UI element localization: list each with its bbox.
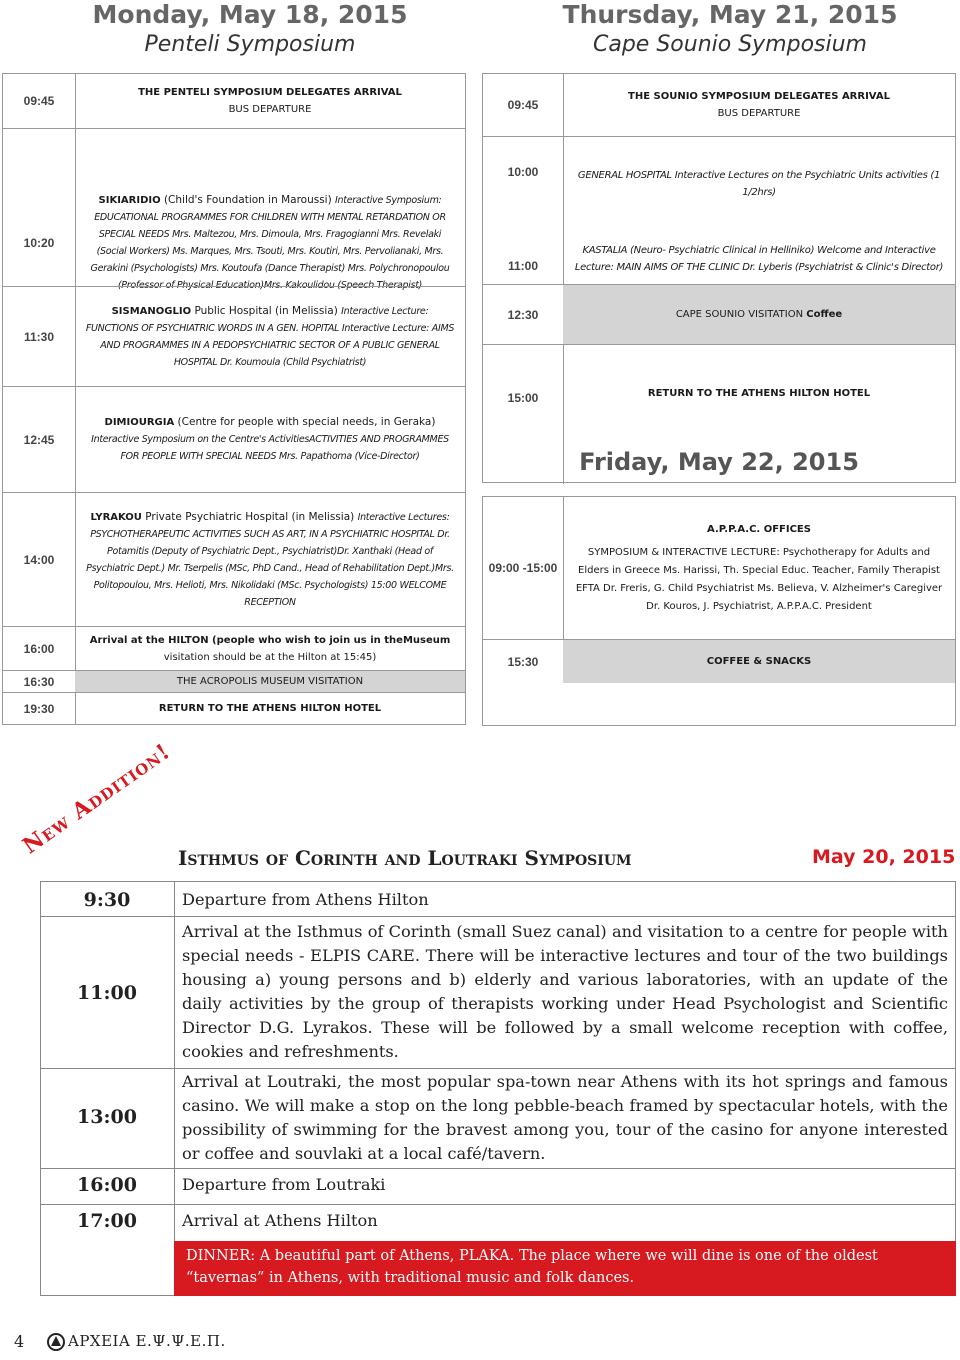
time-cell: 16:00 [77, 1174, 137, 1196]
time-cell: 12:30 [483, 285, 564, 344]
institution-name: SISMANOGLIO [111, 305, 192, 317]
time-cell: 09:45 [3, 74, 76, 128]
column-divider [174, 881, 175, 1241]
left-day-date: Monday, May 18, 2015 [92, 0, 408, 29]
table-row [483, 284, 955, 344]
row-divider [40, 1168, 956, 1169]
time-cell: 12:45 [3, 387, 76, 492]
journal-name: ΑΡΧΕΙΑ Ε.Ψ.Ψ.Ε.Π. [68, 1332, 226, 1350]
table-row [483, 74, 955, 136]
time-cell: 10:20 [3, 129, 76, 356]
journal-logo-icon [46, 1332, 66, 1352]
row-divider [40, 916, 956, 917]
time-cell: 11:00 [77, 982, 137, 1004]
institution-name: SIKIARIDIO [98, 194, 161, 206]
session-description: KASTALIA (Neuro- Psychiatric Clinical in Helliniko) Welcome and Interactive Lecture: MAIN AIMS OF THE CLINIC Dr. Lyberis (Psychiatrist & Clinic's Director) [574, 244, 944, 273]
time-cell: 09:45 [483, 74, 564, 136]
time-cell: 13:00 [77, 1106, 137, 1128]
time-cell: 9:30 [83, 889, 131, 911]
institution-detail: (Child's Foundation in Maroussi) [160, 193, 336, 206]
table-row [3, 492, 465, 626]
session-description: Interactive Lecture: FUNCTIONS OF PSYCHIATRIC WORDS IN A GEN. HOPITAL Interactive Lecture: AIMS AND PROGRAMMES IN A PEDOPSYCHIATRIC SECTOR OF A PUBLIC GENERAL HOSPITAL Dr. Koumoula (Child Psychiatrist) [85, 305, 455, 368]
time-cell: 15:00 [483, 345, 564, 484]
loutraki-date: May 20, 2015 [812, 846, 956, 868]
institution-name: DIMIOURGIA [104, 417, 175, 428]
session-description: Interactive Symposium on the Centre's ActivitiesACTIVITIES AND PROGRAMMES FOR PEOPLE WITH SPECIAL NEEDS Mrs. Papathoma (Vice-Director) [91, 434, 449, 462]
session-description: SYMPOSIUM & INTERACTIVE LECTURE: Psychotherapy for Adults and Elders in Greece Ms. Harissi, Th. Special Educ. Teacher, Family Therapist EFTA Dr. Freris, G. Child Psychiatrist Ms. Believa, V. Alzheimer's Caregiver Dr. Kouros, J. Psychiatrist, A.P.P.A.C. President [575, 546, 943, 612]
row-title: RETURN TO THE ATHENS HILTON HOTEL [158, 703, 382, 714]
row-text: Arrival at Loutraki, the most popular spa-town near Athens with its hot springs and famous casino. We will make a stop on the long pebble-beach framed by spectacular hotels, with the possibility of swimming for the bravest among you, tour of the casino for anyone interested or coffee and souvlaki at a local café/tavern. [182, 1072, 948, 1163]
time-cell: 14:00 [3, 493, 76, 626]
row-title: THE PENTELI SYMPOSIUM DELEGATES ARRIVAL [138, 87, 402, 98]
coffee-label: Coffee [806, 309, 843, 320]
row-text: Departure from Athens Hilton [182, 890, 429, 909]
table-row [483, 639, 955, 683]
row-title: A.P.P.A.C. OFFICES [707, 523, 811, 535]
session-description: Interactive Lectures: PSYCHOTHERAPEUTIC ACTIVITIES SUCH AS ART, IN A PSYCHIATRIC HOSPITAL Dr. Potamitis (Deputy of Psychiatric Dept., Psychiatrist)Dr. Xanthaki (Head of Psychiatric Dept.) Mr. Tserpelis (MSc, PhD Cand., Head of Rehabilitation Dept.)Mrs. Politopoulou, Mrs. Helioti, Mrs. Nikolidaki (MSc. Psychologists) 15:00 WELCOME RECEPTION [86, 511, 454, 608]
table-row [483, 136, 955, 284]
friday-date: Friday, May 22, 2015 [579, 448, 859, 476]
left-day-name: Penteli Symposium [144, 32, 356, 57]
row-divider [40, 1204, 956, 1205]
loutraki-title: Isthmus of Corinth and Loutraki Symposium [178, 846, 632, 870]
row-title: CAPE SOUNIO VISITATION [675, 309, 807, 320]
time-cell: 15:30 [483, 640, 564, 683]
table-row [3, 74, 465, 128]
new-addition-badge: New Addition! [18, 738, 176, 860]
row-text: Arrival at the Isthmus of Corinth (small Suez canal) and visitation to a centre for people with special needs - ELPIS CARE. There will be interactive lectures and tour of the two buildings housing a) young persons and b) elderly and various laboratories, with an update of the daily activities by the group of therapists working under Head Psychologist and Scientific Director D.G. Lyrakos. These will be followed by a small welcome reception with coffee, cookies and refreshments. [182, 922, 948, 1061]
institution-detail: Private Psychiatric Hospital (in Melissia) [141, 510, 358, 523]
institution-detail: (Centre for people with special needs, in Geraka) [174, 416, 436, 428]
right-day-date: Thursday, May 21, 2015 [562, 0, 898, 29]
row-title: THE ACROPOLIS MUSEUM VISITATION [176, 676, 364, 687]
dinner-banner [174, 1241, 956, 1296]
table-row [3, 626, 465, 670]
row-title: RETURN TO THE ATHENS HILTON HOTEL [647, 388, 871, 399]
table-row [3, 692, 465, 724]
friday-schedule-table [482, 496, 956, 726]
time-cell: 09:00 -15:00 [483, 497, 564, 639]
session-description: Interactive Symposium: EDUCATIONAL PROGRAMMES FOR CHILDREN WITH MENTAL RETARDATION OR SPECIAL NEEDS Mrs. Maltezou, Mrs. Dimoula, Mrs. Fragogianni Mrs. Revelaki (Social Workers) Ms. Marques, Mrs. Tsouti, Mrs. Koutiri, Mrs. Pervolianaki, Mrs. Gerakini (Psychologists) Mrs. Koutoufa (Dance Therapist) Mrs. Polychronopoulou (Professor of Physical Education)Mrs. Kakoulidou (Speech Therapist) [90, 194, 450, 291]
dinner-text: DINNER: A beautiful part of Athens, PLAKA. The place where we will dine is one of the oldest “tavernas” in Athens, with traditional music and folk dances. [186, 1248, 878, 1286]
row-subtitle: BUS DEPARTURE [717, 108, 801, 119]
institution-detail: Public Hospital (in Melissia) [191, 304, 342, 317]
table-row [3, 286, 465, 386]
row-subtitle: visitation should be at the Hilton at 15:45) [163, 651, 377, 663]
table-row [3, 670, 465, 692]
time-cell: 19:30 [3, 693, 76, 724]
row-subtitle: BUS DEPARTURE [228, 104, 312, 115]
row-title: COFFEE & SNACKS [706, 656, 812, 667]
row-divider [40, 1068, 956, 1069]
left-schedule-table [2, 73, 466, 725]
time-cell: 11:30 [3, 287, 76, 386]
right-schedule-table [482, 73, 956, 483]
right-day-name: Cape Sounio Symposium [592, 32, 867, 57]
time-cell: 10:00 [483, 137, 564, 284]
row-text: Arrival at Athens Hilton [182, 1211, 378, 1230]
table-row [3, 386, 465, 492]
institution-name: LYRAKOU [90, 511, 142, 523]
time-cell: 17:00 [77, 1210, 137, 1232]
row-title: Arrival at the HILTON (people who wish to join us in theMuseum [89, 634, 451, 646]
session-description: GENERAL HOSPITAL Interactive Lectures on the Psychiatric Units activities (1 1/2hrs) [577, 170, 941, 198]
time-cell: 16:00 [3, 627, 76, 670]
page-number: 4 [14, 1332, 25, 1351]
time-cell: 16:30 [3, 671, 76, 692]
row-title: THE SOUNIO SYMPOSIUM DELEGATES ARRIVAL [628, 91, 890, 102]
row-text: Departure from Loutraki [182, 1175, 386, 1194]
table-row [483, 497, 955, 639]
time-cell: 11:00 [507, 258, 539, 273]
